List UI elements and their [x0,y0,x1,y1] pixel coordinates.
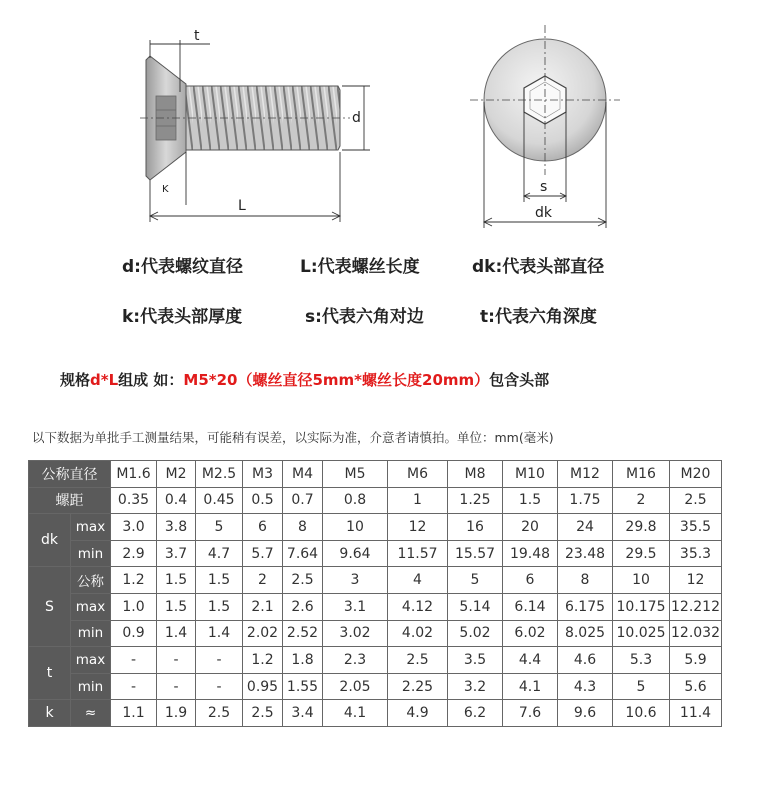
table-cell: 35.3 [670,540,722,567]
spec-table [28,460,722,727]
table-cell: 2 [613,487,670,514]
table-cell: 10.175 [613,593,670,620]
sub-label-cell: min [71,620,111,647]
size-header-cell: M10 [503,461,558,488]
table-cell: 1.5 [157,593,196,620]
size-header-cell: M2.5 [196,461,243,488]
group-label-cell: S [29,567,71,647]
table-cell: 23.48 [558,540,613,567]
dim-label-k: K [162,184,169,195]
table-cell: 2.3 [323,647,388,674]
table-cell: 8.025 [558,620,613,647]
table-cell: 0.8 [323,487,388,514]
table-row [29,593,722,620]
table-cell: 3.5 [448,647,503,674]
table-cell: 1.2 [243,647,283,674]
table-cell: 1 [388,487,448,514]
table-cell: 3.8 [157,514,196,541]
legend-item-d: d:代表螺纹直径 [122,257,243,277]
table-cell: 2 [243,567,283,594]
size-header-cell: M20 [670,461,722,488]
dim-label-s: s [540,179,548,195]
table-cell: 1.4 [196,620,243,647]
table-cell: 12.212 [670,593,722,620]
table-cell: 1.5 [503,487,558,514]
sub-label-cell: min [71,673,111,700]
table-cell: 4.1 [323,700,388,727]
table-cell: 1.8 [283,647,323,674]
table-cell: 9.6 [558,700,613,727]
table-cell: 12.032 [670,620,722,647]
table-cell: 2.9 [111,540,157,567]
table-cell: 2.02 [243,620,283,647]
table-cell: 3.02 [323,620,388,647]
legend-item-t: t:代表六角深度 [480,307,597,327]
table-cell: 2.5 [388,647,448,674]
spec-example-line: 规格d*L组成 如：M5*20（螺丝直径5mm*螺丝长度20mm）包含头部 [60,371,550,389]
table-cell: 20 [503,514,558,541]
table-cell: 24 [558,514,613,541]
table-cell: 4.12 [388,593,448,620]
table-cell: 2.52 [283,620,323,647]
table-cell: 29.5 [613,540,670,567]
table-cell: 2.5 [196,700,243,727]
screw-technical-drawing [0,0,759,240]
table-cell: 3 [323,567,388,594]
legend-item-dk: dk:代表头部直径 [472,257,605,277]
screw-top-view [470,25,620,175]
table-cell: 5 [613,673,670,700]
size-header-cell: M1.6 [111,461,157,488]
table-cell: 10.6 [613,700,670,727]
screw-side-view [140,56,350,180]
table-cell: 4 [388,567,448,594]
table-cell: 3.7 [157,540,196,567]
table-cell: 1.9 [157,700,196,727]
table-cell: 5.9 [670,647,722,674]
measurement-note: 以下数据为单批手工测量结果，可能稍有误差，以实际为准，介意者请慎拍。单位：mm(毫米) [32,430,554,445]
table-cell: 6 [243,514,283,541]
table-cell: 6.175 [558,593,613,620]
table-cell: 2.05 [323,673,388,700]
size-header-cell: M3 [243,461,283,488]
table-cell: 3.2 [448,673,503,700]
table-cell: 15.57 [448,540,503,567]
table-cell: 0.7 [283,487,323,514]
table-row [29,700,722,727]
table-cell: 10 [613,567,670,594]
table-cell: 12 [388,514,448,541]
sub-label-cell: max [71,514,111,541]
table-cell: 2.5 [243,700,283,727]
table-cell: - [111,673,157,700]
table-cell: 7.6 [503,700,558,727]
table-cell: 5.6 [670,673,722,700]
table-cell: 2.5 [670,487,722,514]
size-header-cell: M2 [157,461,196,488]
pitch-label-cell: 螺距 [29,487,111,514]
table-cell: 3.4 [283,700,323,727]
table-cell: 5.14 [448,593,503,620]
table-cell: 3.1 [323,593,388,620]
table-row [29,540,722,567]
table-cell: 4.02 [388,620,448,647]
table-row [29,673,722,700]
table-cell: 12 [670,567,722,594]
table-cell: 11.4 [670,700,722,727]
table-cell: 8 [283,514,323,541]
table-row [29,567,722,594]
legend-item-s: s:代表六角对边 [305,307,424,327]
table-cell: 9.64 [323,540,388,567]
legend-item-L: L:代表螺丝长度 [300,257,420,277]
dim-label-d: d [352,110,361,126]
size-header-cell: M5 [323,461,388,488]
table-cell: 19.48 [503,540,558,567]
sub-label-cell: 公称 [71,567,111,594]
size-header-cell: M6 [388,461,448,488]
table-cell: - [196,673,243,700]
dim-label-L: L [238,198,246,214]
table-cell: 5.3 [613,647,670,674]
table-cell: 35.5 [670,514,722,541]
table-cell: 1.2 [111,567,157,594]
table-cell: - [157,647,196,674]
sub-label-cell: max [71,593,111,620]
table-cell: 3.0 [111,514,157,541]
table-cell: 6.2 [448,700,503,727]
table-cell: 5 [448,567,503,594]
table-row-pitch [29,487,722,514]
table-cell: 6.02 [503,620,558,647]
sub-label-cell: ≈ [71,700,111,727]
sub-label-cell: min [71,540,111,567]
table-cell: 29.8 [613,514,670,541]
table-cell: 1.75 [558,487,613,514]
table-cell: 0.4 [157,487,196,514]
table-cell: 16 [448,514,503,541]
table-cell: 2.5 [283,567,323,594]
dim-label-dk: dk [535,205,552,221]
table-cell: 1.1 [111,700,157,727]
table-cell: 4.6 [558,647,613,674]
size-header-cell: M4 [283,461,323,488]
table-cell: 4.7 [196,540,243,567]
header-label-cell: 公称直径 [29,461,111,488]
table-cell: 1.0 [111,593,157,620]
table-cell: 6 [503,567,558,594]
table-cell: - [157,673,196,700]
group-label-cell: t [29,647,71,700]
table-cell: 0.5 [243,487,283,514]
table-cell: 1.5 [157,567,196,594]
table-header-row [29,461,722,488]
table-row [29,514,722,541]
table-cell: 1.55 [283,673,323,700]
size-header-cell: M8 [448,461,503,488]
table-cell: 0.9 [111,620,157,647]
table-cell: 2.6 [283,593,323,620]
table-cell: 5.02 [448,620,503,647]
table-row [29,647,722,674]
table-cell: 4.1 [503,673,558,700]
table-cell: 1.4 [157,620,196,647]
table-cell: 8 [558,567,613,594]
table-cell: - [196,647,243,674]
table-cell: 5.7 [243,540,283,567]
table-cell: 4.3 [558,673,613,700]
table-cell: 10 [323,514,388,541]
table-cell: 6.14 [503,593,558,620]
table-cell: 5 [196,514,243,541]
table-cell: 2.25 [388,673,448,700]
sub-label-cell: max [71,647,111,674]
table-cell: 0.95 [243,673,283,700]
table-cell: 4.4 [503,647,558,674]
table-cell: 4.9 [388,700,448,727]
table-cell: 2.1 [243,593,283,620]
dim-label-t: t [194,28,200,44]
table-cell: 1.5 [196,567,243,594]
group-label-cell: k [29,700,71,727]
group-label-cell: dk [29,514,71,567]
table-cell: - [111,647,157,674]
size-header-cell: M12 [558,461,613,488]
legend-item-k: k:代表头部厚度 [122,307,243,327]
table-cell: 1.25 [448,487,503,514]
table-cell: 11.57 [388,540,448,567]
size-header-cell: M16 [613,461,670,488]
table-cell: 0.45 [196,487,243,514]
table-row [29,620,722,647]
table-cell: 1.5 [196,593,243,620]
table-cell: 0.35 [111,487,157,514]
table-cell: 7.64 [283,540,323,567]
table-cell: 10.025 [613,620,670,647]
